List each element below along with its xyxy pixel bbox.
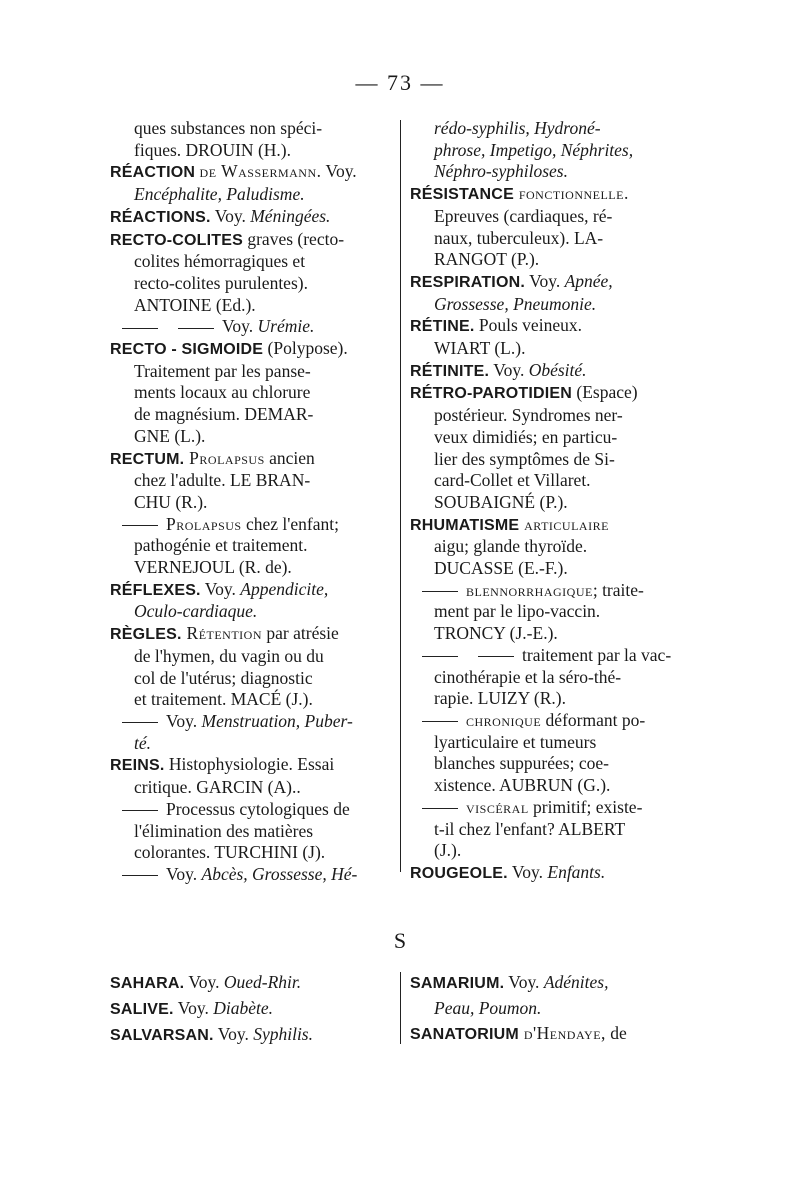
entry-text: lyarticulaire et tumeurs (434, 731, 597, 752)
entry-respiration (410, 271, 680, 315)
cross-reference: Néphro-syphiloses. (434, 161, 568, 182)
voy-label: Voy. (210, 205, 251, 226)
entry-samarium (410, 970, 680, 1021)
author: colorantes. TURCHINI (J). (134, 842, 326, 863)
entry-text: Epreuves (cardiaques, ré- (434, 205, 613, 226)
author: xistence. AUBRUN (G.). (434, 775, 611, 796)
entry-text: card-Collet et Villaret. (434, 470, 591, 491)
sub-entry (110, 316, 392, 338)
cross-reference: Appendicite, (240, 578, 329, 599)
author: critique. GARCIN (A).. (134, 777, 301, 798)
sub-entry (110, 799, 392, 864)
subheading: Prolapsus (166, 513, 242, 534)
entry-text: de l'hymen, du vagin ou du (134, 645, 324, 666)
headword: ROUGEOLE. (410, 864, 508, 882)
author: RANGOT (P.). (434, 249, 540, 270)
voy-label: Voy. (213, 1024, 254, 1044)
right-column (410, 118, 680, 885)
author: rapie. LUIZY (R.). (434, 688, 567, 709)
entry-text: Histophysiologie. Essai (164, 754, 335, 775)
cross-reference: Méningées. (250, 205, 331, 226)
voy-label: Voy. (222, 316, 258, 337)
headword: RECTO-COLITES (110, 231, 243, 249)
author: et traitement. MACÉ (J.). (134, 689, 313, 710)
headword: RÉSISTANCE (410, 186, 514, 204)
voy-label: Voy. (489, 359, 529, 380)
entry-text: graves (recto- (242, 228, 345, 249)
entry-text: Traitement par les panse- (134, 360, 311, 381)
entry-text: naux, tuberculeux). LA- (434, 227, 604, 248)
sub-entry (110, 864, 392, 886)
entry-text: (Polypose). (263, 338, 348, 359)
cross-reference: phrose, Impetigo, Néphrites, (434, 139, 634, 160)
author: ANTOINE (Ed.). (134, 294, 256, 315)
headword: RÉTINITE. (410, 362, 490, 380)
cross-reference: Obésité. (528, 359, 587, 380)
cross-reference: Adénites, (543, 972, 609, 992)
entry-text: cinothérapie et la séro-thé- (434, 666, 622, 687)
voy-label: Voy. (525, 270, 565, 291)
repeat-dash (178, 328, 214, 329)
voy-label: Voy. (504, 972, 544, 992)
repeat-dash (422, 656, 458, 657)
cross-reference: Grossesse, Pneumonie. (434, 293, 597, 314)
subheading: Prolapsus (184, 447, 265, 468)
subheading: articulaire (519, 513, 609, 534)
entry-salvarsan (110, 1022, 392, 1048)
entry-rougeole (410, 862, 680, 885)
continuation-entry (110, 118, 392, 161)
repeat-dash (478, 656, 514, 657)
author: GNE (L.). (134, 425, 206, 446)
headword: REINS. (110, 757, 165, 775)
entry-text: t-il chez l'enfant? ALBERT (434, 818, 626, 839)
subheading: fonctionnelle. (513, 183, 629, 204)
cross-reference: Peau, Poumon. (434, 998, 542, 1018)
cross-reference: Oued-Rhir. (223, 972, 302, 992)
page-number: — 73 — (355, 70, 445, 95)
headword: SALIVE. (110, 1001, 174, 1018)
voy-label: Voy. (200, 578, 241, 599)
entry-text: ments locaux au chlorure (134, 382, 311, 403)
entry-sahara (110, 970, 392, 996)
cross-reference: Apnée, (564, 270, 613, 291)
author: TRONCY (J.-E.). (434, 623, 558, 644)
entry-text: (Espace) (572, 382, 638, 403)
entry-sanatorium (410, 1021, 680, 1047)
voy-label: Voy. (507, 861, 548, 882)
headword: SANATORIUM (410, 1026, 519, 1043)
headword: RÉACTION (110, 164, 196, 182)
entry-text: ment par le lipo-vaccin. (434, 601, 601, 622)
cross-reference: Enfants. (547, 861, 606, 882)
entry-text: pathogénie et traitement. (134, 535, 308, 556)
subheading: viscéral (466, 796, 529, 817)
cross-reference: rédo-syphilis, Hydroné- (434, 118, 601, 138)
entry-text: primitif; existe- (528, 796, 643, 817)
voy-label: Voy. (173, 998, 214, 1018)
repeat-dash (422, 591, 458, 592)
headword: RÉTINE. (410, 318, 475, 336)
cross-reference: Oculo-cardiaque. (134, 601, 258, 622)
entry-retro-parotidien (410, 382, 680, 513)
headword: RÉACTIONS. (110, 208, 211, 226)
author: SOUBAIGNÉ (P.). (434, 491, 568, 512)
author: WIART (L.). (434, 338, 526, 359)
left-column (110, 118, 392, 886)
entry-text: recto-colites purulentes). (134, 272, 308, 293)
cross-reference: té. (134, 732, 152, 753)
headword: SALVARSAN. (110, 1027, 214, 1044)
sub-entry (110, 514, 392, 579)
text-line: fiques. DROUIN (H.). (134, 139, 291, 160)
cross-reference: Syphilis. (253, 1024, 313, 1044)
sub-entry (410, 710, 680, 797)
cross-reference: Abcès, Grossesse, Hé- (201, 863, 358, 884)
voy-label: Voy. (321, 161, 357, 182)
headword: RHUMATISME (410, 516, 520, 534)
entry-salive (110, 996, 392, 1022)
entry-recto-sigmoide (110, 338, 392, 448)
continuation-entry (410, 118, 680, 183)
cross-reference: Encéphalite, Paludisme. (134, 184, 305, 205)
entry-text: lier des symptômes de Si- (434, 448, 615, 469)
voy-label: Voy. (166, 863, 202, 884)
entry-text: blanches suppurées; coe- (434, 753, 609, 774)
entry-text: colites hémorragiques et (134, 251, 306, 272)
author: VERNEJOUL (R. de). (134, 557, 292, 578)
repeat-dash (122, 328, 158, 329)
author: (J.). (434, 840, 462, 861)
entry-text: de magnésium. DEMAR- (134, 404, 314, 425)
entry-text: Processus cytologiques de (166, 798, 350, 819)
subheading: blennorrhagique (466, 579, 593, 600)
headword: SAHARA. (110, 975, 185, 992)
headword: RESPIRATION. (410, 273, 526, 291)
entry-reins (110, 754, 392, 798)
entry-text: Pouls veineux. (474, 315, 582, 336)
entry-text: chez l'enfant; (241, 513, 339, 534)
repeat-dash (122, 525, 158, 526)
sub-entry (110, 711, 392, 754)
entry-text: ; traite- (592, 579, 644, 600)
entry-rhumatisme (410, 514, 680, 580)
entry-retine (410, 315, 680, 359)
headword: RECTUM. (110, 450, 185, 468)
subheading: chronique (466, 709, 542, 730)
sub-entry (410, 797, 680, 862)
cross-reference: Menstruation, Puber- (201, 710, 353, 731)
headword: SAMARIUM. (410, 975, 505, 992)
entry-text: de (605, 1023, 627, 1043)
s-right-column (410, 970, 680, 1047)
entry-text: postérieur. Syndromes ner- (434, 405, 623, 426)
repeat-dash (422, 808, 458, 809)
repeat-dash (122, 810, 158, 811)
entry-text: traitement par la vac- (522, 644, 672, 665)
sub-entry (410, 580, 680, 645)
repeat-dash (122, 722, 158, 723)
entry-rectum (110, 448, 392, 514)
headword: RÈGLES. (110, 626, 182, 644)
entry-reflexes (110, 579, 392, 623)
voy-label: Voy. (184, 972, 224, 992)
entry-text: aigu; glande thyroïde. (434, 536, 588, 557)
cross-reference: Urémie. (257, 316, 315, 337)
column-divider (400, 972, 401, 1044)
entry-reactions (110, 206, 392, 229)
headword: RÉFLEXES. (110, 581, 201, 599)
entry-text: par atrésie (262, 623, 339, 644)
entry-retinite (410, 360, 680, 383)
entry-resistance (410, 183, 680, 271)
subheading: Rétention (181, 623, 263, 644)
subheading: d'Hendaye, (518, 1023, 606, 1043)
entry-regles (110, 623, 392, 711)
voy-label: Voy. (166, 710, 202, 731)
author: DUCASSE (E.-F.). (434, 558, 568, 579)
text-line: ques substances non spéci- (134, 118, 323, 138)
s-left-column (110, 970, 392, 1048)
entry-text: col de l'utérus; diagnostic (134, 667, 313, 688)
entry-recto-colites (110, 229, 392, 317)
section-letter: S (393, 928, 407, 953)
sub-entry (410, 645, 680, 710)
headword: RECTO - SIGMOIDE (110, 341, 264, 359)
subheading: de Wassermann. (199, 161, 322, 182)
repeat-dash (422, 721, 458, 722)
cross-reference: Diabète. (213, 998, 273, 1018)
entry-text: déformant po- (541, 709, 646, 730)
headword: RÉTRO-PAROTIDIEN (410, 385, 573, 403)
entry-text: chez l'adulte. LE BRAN- (134, 470, 311, 491)
entry-reaction (110, 161, 392, 205)
author: CHU (R.). (134, 491, 208, 512)
entry-text: ancien (264, 447, 315, 468)
entry-text: veux dimidiés; en particu- (434, 426, 618, 447)
repeat-dash (122, 875, 158, 876)
entry-text: l'élimination des matières (134, 820, 314, 841)
column-divider (400, 120, 401, 872)
